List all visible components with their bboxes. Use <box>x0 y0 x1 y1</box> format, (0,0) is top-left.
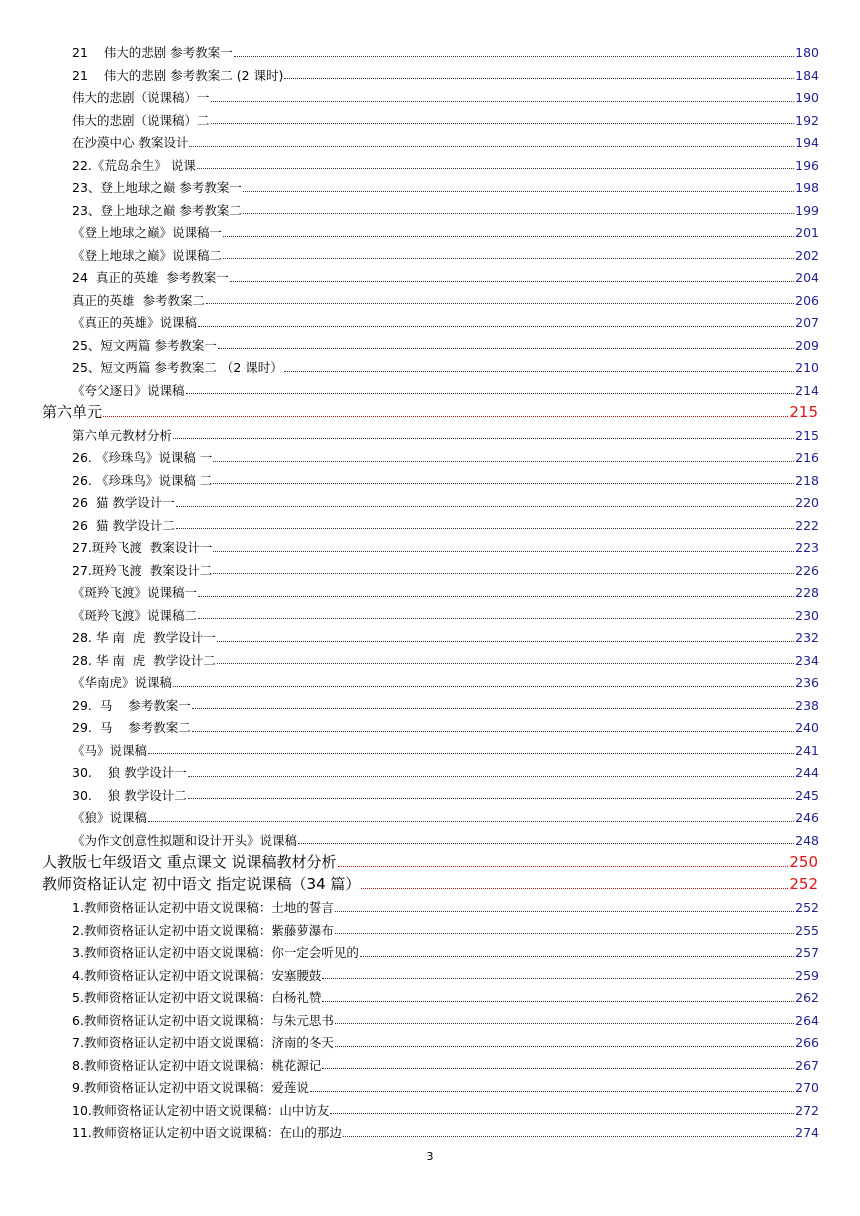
toc-entry-title: 3.教师资格证认定初中语文说课稿：你一定会听见的 <box>72 945 359 960</box>
toc-entry-title: 《真正的英雄》说课稿 <box>72 315 198 330</box>
toc-entry-page: 241 <box>795 742 819 758</box>
toc-entry-title: 22.《荒岛余生》 说课 <box>72 157 196 173</box>
toc-entry-page: 232 <box>795 630 819 645</box>
toc-entry[interactable] <box>0 108 860 131</box>
dot-leader <box>361 888 788 889</box>
toc-entry-title: 《斑羚飞渡》说课稿二 <box>72 607 198 623</box>
dot-leader <box>173 686 794 687</box>
dot-leader <box>218 348 794 349</box>
toc-entry-page: 192 <box>795 112 819 128</box>
toc-entry[interactable] <box>0 378 860 401</box>
toc-entry[interactable] <box>0 828 860 851</box>
toc-entry-title: 在沙漠中心 教案设计 <box>72 135 189 150</box>
toc-entry-page: 194 <box>795 135 819 150</box>
toc-entry-title: 29. 马 参考教案二 <box>72 720 191 735</box>
toc-entry-page: 216 <box>795 450 819 465</box>
toc-entry-title: 26. 《珍珠鸟》说课稿 二 <box>72 472 213 488</box>
toc-entry-page: 259 <box>795 967 819 983</box>
toc-entry-title: 1.教师资格证认定初中语文说课稿：土地的誓言 <box>72 900 334 915</box>
toc-entry[interactable] <box>0 490 860 513</box>
dot-leader <box>198 326 794 327</box>
toc-heading[interactable] <box>0 850 860 873</box>
toc-entry-page: 246 <box>795 810 819 825</box>
toc-entry-title: 教师资格证认定 初中语文 指定说课稿（34 篇） <box>42 875 361 893</box>
toc-entry-title: 30. 狼 教学设计二 <box>72 787 187 803</box>
dot-leader <box>186 393 795 394</box>
toc-entry-title: 25、短文两篇 参考教案二 （2 课时） <box>72 360 283 375</box>
toc-entry-title: 21 伟大的悲剧 参考教案二 (2 课时) <box>72 67 284 83</box>
toc-entry-title: 人教版七年级语文 重点课文 说课稿教材分析 <box>42 852 337 871</box>
dot-leader <box>213 461 794 462</box>
dot-leader <box>338 866 789 867</box>
toc-entry-page: 218 <box>795 472 819 488</box>
toc-entry-title: 《马》说课稿 <box>72 742 148 758</box>
toc-entry[interactable] <box>0 468 860 491</box>
toc-entry[interactable] <box>0 1098 860 1121</box>
toc-entry[interactable] <box>0 355 860 378</box>
dot-leader <box>322 978 794 979</box>
toc-entry[interactable] <box>0 940 860 963</box>
toc-entry[interactable] <box>0 85 860 108</box>
toc-entry-page: 245 <box>795 787 819 803</box>
dot-leader <box>330 1113 794 1114</box>
toc-entry-page: 180 <box>795 45 819 60</box>
toc-entry[interactable] <box>0 693 860 716</box>
dot-leader <box>188 798 794 799</box>
toc-entry-page: 204 <box>795 270 819 285</box>
toc-entry-page: 210 <box>795 360 819 375</box>
toc-entry[interactable] <box>0 40 860 63</box>
toc-entry-title: 第六单元 <box>42 402 103 421</box>
toc-entry[interactable] <box>0 288 860 311</box>
toc-entry-page: 274 <box>795 1125 819 1140</box>
toc-entry-page: 267 <box>795 1057 819 1073</box>
toc-entry-page: 234 <box>795 652 819 668</box>
dot-leader <box>322 1068 794 1069</box>
toc-entry-page: 220 <box>795 495 819 510</box>
dot-leader <box>298 843 794 844</box>
dot-leader <box>173 438 794 439</box>
toc-entry-page: 252 <box>795 900 819 915</box>
toc-entry-page: 190 <box>795 90 819 105</box>
dot-leader <box>310 1091 794 1092</box>
toc-entry-page: 209 <box>795 337 819 353</box>
toc-entry-page: 244 <box>795 765 819 780</box>
toc-entry[interactable] <box>0 423 860 446</box>
toc-entry-title: 21 伟大的悲剧 参考教案一 <box>72 45 233 60</box>
toc-entry-title: 29. 马 参考教案一 <box>72 697 191 713</box>
dot-leader <box>213 551 794 552</box>
toc-entry-title: 伟大的悲剧（说课稿）二 <box>72 112 210 128</box>
toc-entry[interactable] <box>0 760 860 783</box>
toc-entry[interactable] <box>0 63 860 86</box>
dot-leader <box>335 1023 794 1024</box>
toc-entry[interactable] <box>0 535 860 558</box>
dot-leader <box>284 371 794 372</box>
dot-leader <box>192 731 794 732</box>
toc-entry-title: 伟大的悲剧（说课稿）一 <box>72 90 210 105</box>
dot-leader <box>230 281 794 282</box>
dot-leader <box>217 663 794 664</box>
toc-entry[interactable] <box>0 220 860 243</box>
toc-entry[interactable] <box>0 310 860 333</box>
dot-leader <box>223 258 794 259</box>
toc-entry-page: 236 <box>795 675 819 690</box>
toc-entry-page: 206 <box>795 292 819 308</box>
toc-entry[interactable] <box>0 1008 860 1031</box>
dot-leader <box>176 528 794 529</box>
dot-leader <box>343 1136 794 1137</box>
dot-leader <box>198 596 794 597</box>
toc-entry-title: 6.教师资格证认定初中语文说课稿：与朱元思书 <box>72 1012 334 1028</box>
dot-leader <box>322 1001 794 1002</box>
dot-leader <box>176 506 794 507</box>
dot-leader <box>217 641 794 642</box>
toc-entry-page: 238 <box>795 697 819 713</box>
toc-entry-title: 2.教师资格证认定初中语文说课稿：紫藤萝瀑布 <box>72 922 334 938</box>
dot-leader <box>192 708 794 709</box>
toc-entry[interactable] <box>0 243 860 266</box>
toc-entry-title: 27.斑羚飞渡 教案设计二 <box>72 562 213 578</box>
toc-entry-page: 270 <box>795 1080 819 1095</box>
dot-leader <box>188 776 794 777</box>
toc-entry[interactable] <box>0 1053 860 1076</box>
toc-entry-title: 27.斑羚飞渡 教案设计一 <box>72 540 213 555</box>
toc-entry-title: 26. 《珍珠鸟》说课稿 一 <box>72 450 213 465</box>
toc-entry[interactable] <box>0 175 860 198</box>
dot-leader <box>243 191 794 192</box>
toc-entry[interactable] <box>0 130 860 153</box>
dot-leader <box>211 123 795 124</box>
toc-entry[interactable] <box>0 805 860 828</box>
toc-entry-page: 201 <box>795 225 819 240</box>
dot-leader <box>189 146 794 147</box>
toc-entry-title: 《夸父逐日》说课稿 <box>72 382 185 398</box>
toc-entry-page: 230 <box>795 607 819 623</box>
toc-entry-title: 23、登上地球之巅 参考教案二 <box>72 202 242 218</box>
toc-heading[interactable] <box>0 400 860 423</box>
dot-leader <box>103 416 788 417</box>
toc-entry-title: 28. 华 南 虎 教学设计一 <box>72 630 216 645</box>
toc-entry-page: 207 <box>795 315 819 330</box>
toc-entry[interactable] <box>0 918 860 941</box>
toc-entry-title: 《登上地球之巅》说课稿二 <box>72 247 223 263</box>
toc-entry-title: 26 猫 教学设计一 <box>72 495 175 510</box>
toc-entry-title: 24 真正的英雄 参考教案一 <box>72 270 229 285</box>
toc-entry[interactable] <box>0 625 860 648</box>
toc-entry-title: 10.教师资格证认定初中语文说课稿：山中访友 <box>72 1102 330 1118</box>
dot-leader <box>148 821 794 822</box>
toc-entry-page: 184 <box>795 67 819 83</box>
toc-heading[interactable] <box>0 873 860 896</box>
toc-entry-page: 266 <box>795 1035 819 1050</box>
toc-entry-title: 真正的英雄 参考教案二 <box>72 292 205 308</box>
dot-leader <box>335 1046 794 1047</box>
toc-entry-page: 264 <box>795 1012 819 1028</box>
toc-entry-title: 第六单元教材分析 <box>72 427 173 443</box>
toc-entry[interactable] <box>0 153 860 176</box>
toc-entry-title: 7.教师资格证认定初中语文说课稿：济南的冬天 <box>72 1035 334 1050</box>
toc-entry-page: 252 <box>789 875 818 893</box>
toc-entry-page: 272 <box>795 1102 819 1118</box>
toc-entry[interactable] <box>0 580 860 603</box>
toc-entry-title: 25、短文两篇 参考教案一 <box>72 337 217 353</box>
toc-entry-title: 《为作文创意性拟题和设计开头》说课稿 <box>72 832 298 848</box>
toc-entry[interactable] <box>0 648 860 671</box>
toc-entry-page: 199 <box>795 202 819 218</box>
toc-entry[interactable] <box>0 333 860 356</box>
toc-entry[interactable] <box>0 1075 860 1098</box>
toc-entry-page: 202 <box>795 247 819 263</box>
toc-entry[interactable] <box>0 670 860 693</box>
toc-entry-title: 《狼》说课稿 <box>72 810 148 825</box>
dot-leader <box>213 573 794 574</box>
toc-entry-page: 215 <box>789 402 818 421</box>
toc-entry[interactable] <box>0 1030 860 1053</box>
toc-entry[interactable] <box>0 513 860 536</box>
toc-entry-page: 222 <box>795 517 819 533</box>
dot-leader <box>284 78 794 79</box>
toc-entry[interactable] <box>0 198 860 221</box>
dot-leader <box>223 236 794 237</box>
toc-entry[interactable] <box>0 738 860 761</box>
toc-entry-page: 255 <box>795 922 819 938</box>
toc-entry-page: 215 <box>795 427 819 443</box>
toc-entry[interactable] <box>0 558 860 581</box>
dot-leader <box>234 56 794 57</box>
toc-entry[interactable] <box>0 1120 860 1143</box>
toc-entry[interactable] <box>0 895 860 918</box>
toc-entry[interactable] <box>0 783 860 806</box>
dot-leader <box>360 956 794 957</box>
toc-entry-title: 30. 狼 教学设计一 <box>72 765 187 780</box>
toc-entry-title: 5.教师资格证认定初中语文说课稿：白杨礼赞 <box>72 990 322 1005</box>
toc-entry-page: 248 <box>795 832 819 848</box>
dot-leader <box>213 483 794 484</box>
toc-entry-page: 223 <box>795 540 819 555</box>
toc-entry-title: 9.教师资格证认定初中语文说课稿：爱莲说 <box>72 1080 309 1095</box>
toc-entry-page: 196 <box>795 157 819 173</box>
toc-entry-title: 《华南虎》说课稿 <box>72 675 173 690</box>
toc-entry-title: 11.教师资格证认定初中语文说课稿：在山的那边 <box>72 1125 342 1140</box>
toc-entry-page: 226 <box>795 562 819 578</box>
dot-leader <box>206 303 794 304</box>
dot-leader <box>243 213 794 214</box>
toc-entry-title: 《斑羚飞渡》说课稿一 <box>72 585 198 600</box>
toc-entry-page: 262 <box>795 990 819 1005</box>
toc-entry-page: 228 <box>795 585 819 600</box>
toc-entry[interactable] <box>0 445 860 468</box>
toc-entry-page: 214 <box>795 382 819 398</box>
dot-leader <box>197 168 794 169</box>
toc-entry[interactable] <box>0 985 860 1008</box>
toc-entry-title: 26 猫 教学设计二 <box>72 517 175 533</box>
toc-entry[interactable] <box>0 603 860 626</box>
toc-entry-page: 257 <box>795 945 819 960</box>
dot-leader <box>198 618 794 619</box>
toc-entry-page: 240 <box>795 720 819 735</box>
page-number-footer: 3 <box>426 1150 434 1163</box>
toc-entry-page: 198 <box>795 180 819 195</box>
toc-entry-title: 28. 华 南 虎 教学设计二 <box>72 652 216 668</box>
toc-entry-title: 23、登上地球之巅 参考教案一 <box>72 180 242 195</box>
toc-entry-page: 250 <box>789 852 818 871</box>
toc-entry[interactable] <box>0 715 860 738</box>
toc-entry-title: 《登上地球之巅》说课稿一 <box>72 225 223 240</box>
dot-leader <box>335 933 794 934</box>
toc-entry-title: 8.教师资格证认定初中语文说课稿：桃花源记 <box>72 1057 322 1073</box>
toc-entry[interactable] <box>0 265 860 288</box>
dot-leader <box>148 753 794 754</box>
dot-leader <box>211 101 795 102</box>
dot-leader <box>335 911 794 912</box>
table-of-contents <box>0 40 860 1143</box>
toc-entry-title: 4.教师资格证认定初中语文说课稿：安塞腰鼓 <box>72 967 322 983</box>
toc-entry[interactable] <box>0 963 860 986</box>
